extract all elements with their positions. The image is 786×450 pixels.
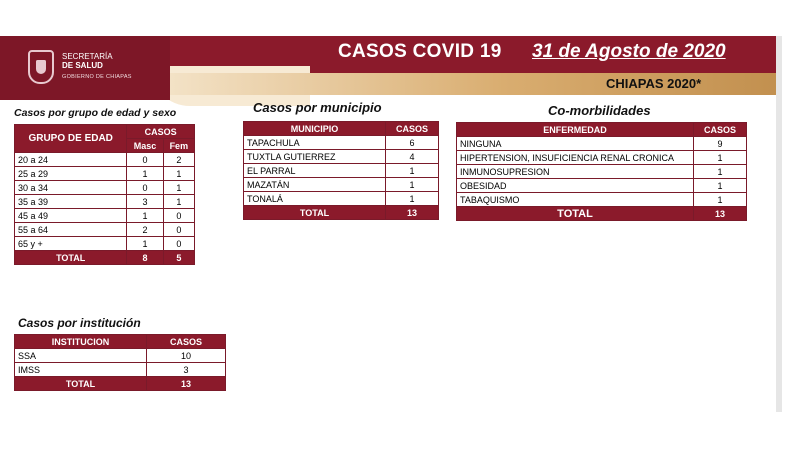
total-masc: 8	[127, 251, 163, 265]
total-label: TOTAL	[15, 251, 127, 265]
casos-cell: 1	[694, 179, 747, 193]
municipio-cell: MAZATÁN	[244, 178, 386, 192]
edad-header-row	[15, 125, 195, 139]
table-row	[15, 167, 195, 181]
table-row	[457, 193, 747, 207]
table-row	[457, 137, 747, 151]
total-row	[15, 251, 195, 265]
table-row	[15, 153, 195, 167]
fem-cell: 1	[163, 195, 194, 209]
table-row	[15, 237, 195, 251]
fem-cell: 0	[163, 223, 194, 237]
fem-cell: 0	[163, 237, 194, 251]
table-row	[457, 179, 747, 193]
slide-right-edge	[776, 36, 782, 412]
grupo-cell: 65 y +	[15, 237, 127, 251]
municipio-section-title: Casos por municipio	[253, 100, 382, 115]
casos-cell: 1	[694, 151, 747, 165]
fem-cell: 1	[163, 181, 194, 195]
casos-cell: 1	[694, 193, 747, 207]
masc-cell: 3	[127, 195, 163, 209]
municipio-cell: TUXTLA GUTIERREZ	[244, 150, 386, 164]
table-row	[244, 178, 439, 192]
logo	[0, 36, 170, 100]
institucion-section-title: Casos por institución	[18, 316, 141, 330]
total-value: 13	[147, 377, 226, 391]
grupo-cell: 20 a 24	[15, 153, 127, 167]
total-row	[457, 207, 747, 221]
institucion-cell: SSA	[15, 349, 147, 363]
municipio-cell: TONALÁ	[244, 192, 386, 206]
total-label: TOTAL	[457, 207, 694, 221]
table-row	[457, 151, 747, 165]
table-row	[457, 165, 747, 179]
casos-cell: 9	[694, 137, 747, 151]
col-header-casos: CASOS	[147, 335, 226, 349]
logo-line-1: SECRETARÍA	[62, 52, 113, 61]
col-header-grupo: GRUPO DE EDAD	[15, 125, 127, 153]
enfermedad-cell: INMUNOSUPRESION	[457, 165, 694, 179]
comorb-section-title: Co-morbilidades	[548, 103, 651, 118]
table-row	[15, 349, 226, 363]
total-label: TOTAL	[15, 377, 147, 391]
grupo-cell: 25 a 29	[15, 167, 127, 181]
col-header-municipio: MUNICIPIO	[244, 122, 386, 136]
fem-cell: 2	[163, 153, 194, 167]
logo-line-2: DE SALUD	[62, 61, 103, 70]
logo-line-3: GOBIERNO DE CHIAPAS	[62, 74, 132, 80]
col-header-institucion: INSTITUCION	[15, 335, 147, 349]
municipio-cell: EL PARRAL	[244, 164, 386, 178]
comorb-header-row	[457, 123, 747, 137]
table-row	[15, 195, 195, 209]
fem-cell: 1	[163, 167, 194, 181]
table-row	[15, 363, 226, 377]
casos-cell: 1	[386, 178, 439, 192]
casos-cell: 1	[386, 164, 439, 178]
table-row	[244, 150, 439, 164]
col-header-masc: Masc	[127, 139, 163, 153]
masc-cell: 1	[127, 167, 163, 181]
grupo-cell: 35 a 39	[15, 195, 127, 209]
enfermedad-cell: OBESIDAD	[457, 179, 694, 193]
total-value: 13	[694, 207, 747, 221]
table-row	[15, 223, 195, 237]
edad-section-title: Casos por grupo de edad y sexo	[14, 107, 177, 119]
region-label: CHIAPAS 2020*	[606, 76, 702, 91]
casos-cell: 1	[386, 192, 439, 206]
grupo-cell: 55 a 64	[15, 223, 127, 237]
table-row	[244, 192, 439, 206]
institucion-table	[14, 334, 226, 391]
masc-cell: 2	[127, 223, 163, 237]
masc-cell: 0	[127, 181, 163, 195]
enfermedad-cell: TABAQUISMO	[457, 193, 694, 207]
infographic-slide	[0, 36, 776, 412]
col-header-casos: CASOS	[386, 122, 439, 136]
enfermedad-cell: NINGUNA	[457, 137, 694, 151]
total-row	[244, 206, 439, 220]
comorb-table	[456, 122, 747, 221]
casos-cell: 3	[147, 363, 226, 377]
table-row	[15, 209, 195, 223]
enfermedad-cell: HIPERTENSION, INSUFICIENCIA RENAL CRONICA	[457, 151, 694, 165]
casos-cell: 6	[386, 136, 439, 150]
col-header-enfermedad: ENFERMEDAD	[457, 123, 694, 137]
masc-cell: 0	[127, 153, 163, 167]
report-date: 31 de Agosto de 2020	[532, 41, 726, 62]
page-title: CASOS COVID 19	[338, 41, 502, 62]
total-row	[15, 377, 226, 391]
edad-table	[14, 124, 195, 265]
grupo-cell: 45 a 49	[15, 209, 127, 223]
total-value: 13	[386, 206, 439, 220]
table-row	[244, 136, 439, 150]
masc-cell: 1	[127, 237, 163, 251]
municipio-table	[243, 121, 439, 220]
col-header-fem: Fem	[163, 139, 194, 153]
masc-cell: 1	[127, 209, 163, 223]
municipio-header-row	[244, 122, 439, 136]
col-header-casos: CASOS	[694, 123, 747, 137]
total-fem: 5	[163, 251, 194, 265]
table-row	[244, 164, 439, 178]
institucion-cell: IMSS	[15, 363, 147, 377]
municipio-cell: TAPACHULA	[244, 136, 386, 150]
institucion-header-row	[15, 335, 226, 349]
total-label: TOTAL	[244, 206, 386, 220]
casos-cell: 10	[147, 349, 226, 363]
casos-cell: 4	[386, 150, 439, 164]
state-seal-icon	[28, 50, 54, 84]
table-row	[15, 181, 195, 195]
casos-cell: 1	[694, 165, 747, 179]
fem-cell: 0	[163, 209, 194, 223]
col-header-casos: CASOS	[127, 125, 195, 139]
grupo-cell: 30 a 34	[15, 181, 127, 195]
